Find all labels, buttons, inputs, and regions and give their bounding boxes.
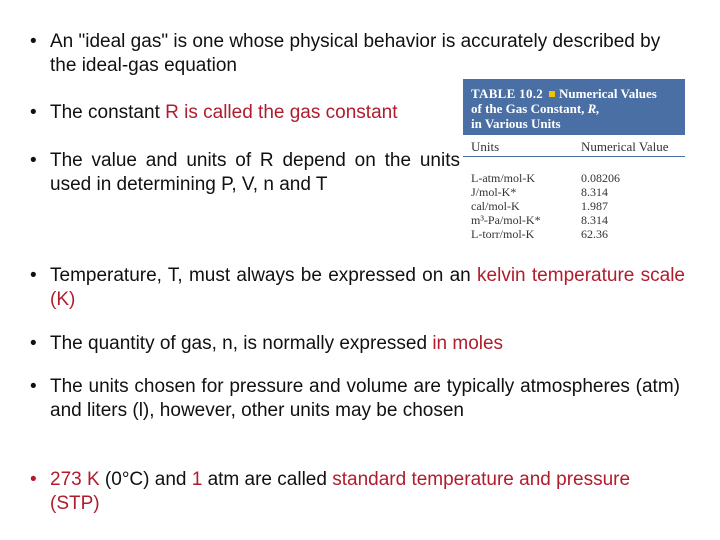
column-header-value: Numerical Value xyxy=(581,139,669,154)
caption-square-icon xyxy=(549,91,555,97)
table-title-r: R, xyxy=(587,101,600,116)
table-row xyxy=(463,213,685,227)
cell-value: 8.314 xyxy=(581,185,608,199)
bullet-stp xyxy=(30,468,680,516)
bullet-ideal-gas xyxy=(30,30,680,78)
bullet-dot: • xyxy=(30,102,37,123)
table-title-line3: in Various Units xyxy=(471,116,561,131)
column-header-units: Units xyxy=(471,139,500,154)
cell-unit: L-atm/mol-K xyxy=(471,171,535,185)
bullet-quantity xyxy=(30,332,680,356)
bullet-gas-constant xyxy=(30,101,470,125)
bullet-text: Temperature, T, must always be expressed on an xyxy=(50,265,478,286)
bullet-highlight: kelvin temperature scale (K) xyxy=(50,265,685,310)
bullet-text: The value and units of R depend on the units used in determining P, V, n and T xyxy=(50,150,460,195)
table-caption xyxy=(463,79,685,135)
cell-unit: J/mol-K* xyxy=(471,185,517,199)
gas-constant-table xyxy=(463,79,685,249)
cell-unit: m³-Pa/mol-K* xyxy=(471,213,541,227)
bullet-dot: • xyxy=(30,469,37,490)
bullet-dot: • xyxy=(30,150,37,171)
bullet-units-chosen xyxy=(30,375,680,423)
table-row xyxy=(463,171,685,185)
cell-value: 8.314 xyxy=(581,213,608,227)
table-title-line2: of the Gas Constant, xyxy=(471,101,588,116)
cell-value: 1.987 xyxy=(581,199,608,213)
bullet-text: The units chosen for pressure and volume are typically atmospheres (atm) and liters (l), however, other units may be chosen xyxy=(50,376,680,421)
table-row xyxy=(463,227,685,241)
bullet-highlight: R is called the gas constant xyxy=(165,102,398,123)
table-label: TABLE 10.2 xyxy=(471,86,544,101)
cell-unit: cal/mol-K xyxy=(471,199,520,213)
bullet-text: atm are called xyxy=(202,469,333,490)
bullet-highlight: in moles xyxy=(432,333,504,354)
bullet-dot: • xyxy=(30,333,37,354)
bullet-temperature xyxy=(30,264,685,312)
bullet-dot: • xyxy=(30,265,37,286)
bullet-text: The constant xyxy=(50,102,166,123)
cell-value: 0.08206 xyxy=(581,171,620,185)
bullet-text: The quantity of gas, n, is normally expressed xyxy=(50,333,433,354)
bullet-text: (0°C) and xyxy=(99,469,192,490)
bullet-highlight: 273 K xyxy=(50,469,100,490)
bullet-text: An "ideal gas" is one whose physical behavior is accurately described by the ideal-gas equation xyxy=(50,31,661,76)
table-row xyxy=(463,199,685,213)
bullet-dot: • xyxy=(30,31,37,52)
table-header-row xyxy=(463,137,685,157)
bullet-highlight: 1 xyxy=(191,469,203,490)
bullet-value-units xyxy=(30,149,460,197)
cell-value: 62.36 xyxy=(581,227,608,241)
table-row xyxy=(463,185,685,199)
bullet-dot: • xyxy=(30,376,37,397)
bullet-highlight: standard temperature and pressure (STP) xyxy=(50,469,631,514)
table-title-line1: Numerical Values xyxy=(559,86,657,101)
cell-unit: L-torr/mol-K xyxy=(471,227,535,241)
